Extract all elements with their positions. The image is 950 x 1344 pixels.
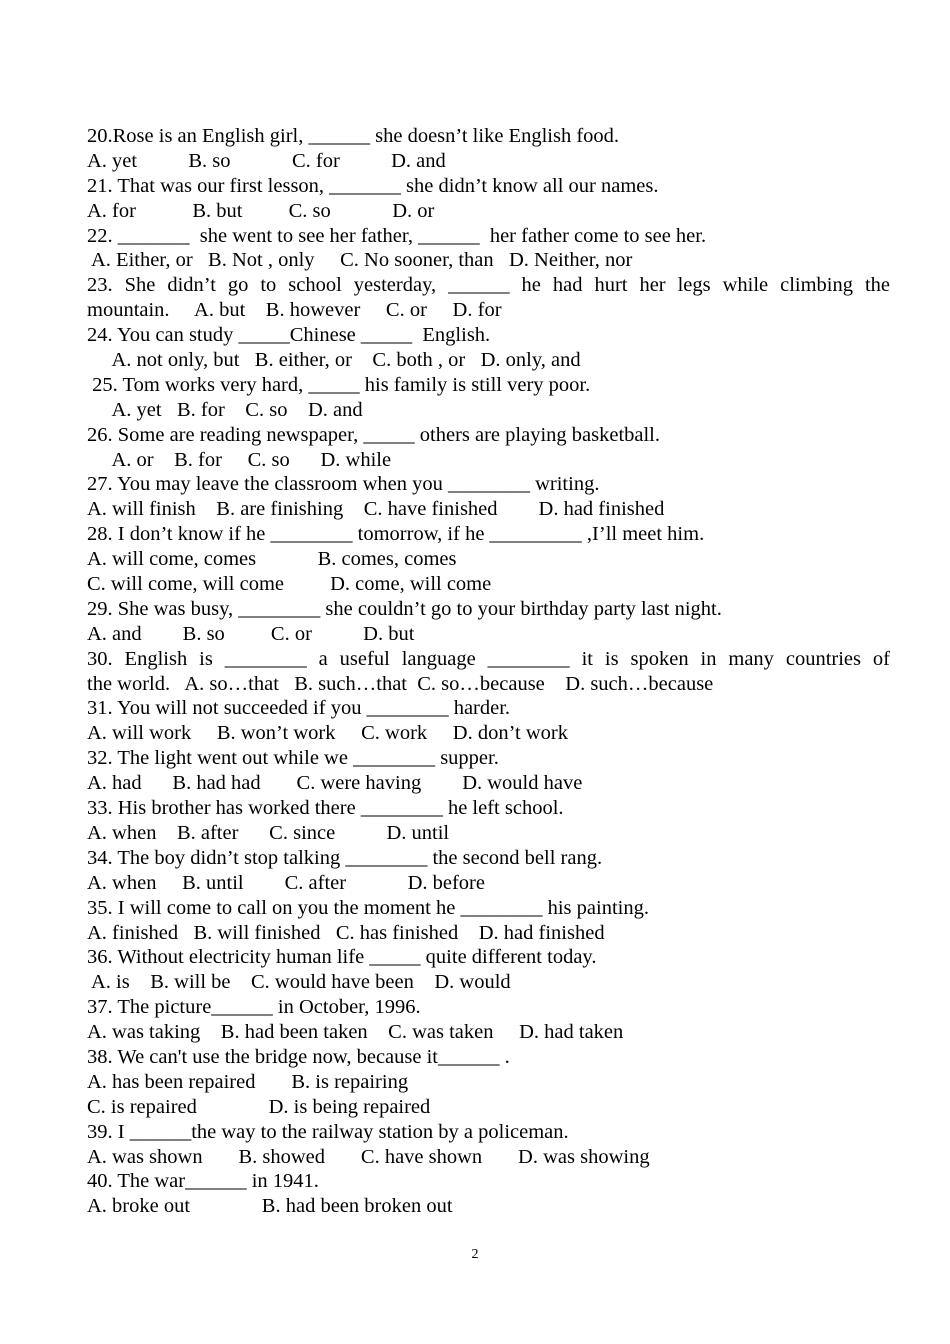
text-line: 22. _______ she went to see her father, ______ her father come to see her. (87, 224, 707, 247)
text-line: A. will come, comes B. comes, comes (87, 548, 457, 571)
text-line: A. had B. had had C. were having D. would have (87, 772, 583, 795)
text-line: the world. A. so…that B. such…that C. so…because D. such…because (87, 672, 714, 695)
text-line: 30. English is ________ a useful language ________ it is spoken in many countries of (87, 647, 890, 670)
text-line: A. or B. for C. so D. while (87, 448, 392, 471)
text-line: A. and B. so C. or D. but (87, 622, 415, 645)
text-line: C. is repaired D. is being repaired (87, 1095, 431, 1118)
text-line: 32. The light went out while we ________ supper. (87, 747, 499, 770)
text-line: 31. You will not succeeded if you ________ harder. (87, 697, 511, 720)
text-line: 25. Tom works very hard, _____ his family is still very poor. (87, 373, 591, 396)
text-line: 40. The war______ in 1941. (87, 1170, 319, 1193)
text-line: A. yet B. so C. for D. and (87, 149, 446, 172)
text-line: 21. That was our first lesson, _______ she didn’t know all our names. (87, 174, 659, 197)
text-line: 23. She didn’t go to school yesterday, ______ he had hurt her legs while climbing the (87, 274, 890, 297)
text-line: 29. She was busy, ________ she couldn’t go to your birthday party last night. (87, 597, 722, 620)
text-line: A. for B. but C. so D. or (87, 199, 435, 222)
text-line: 28. I don’t know if he ________ tomorrow, if he _________ ,I’ll meet him. (87, 523, 705, 546)
text-line: 35. I will come to call on you the moment he ________ his painting. (87, 896, 649, 919)
text-line: A. will work B. won’t work C. work D. don’t work (87, 722, 568, 745)
text-line: A. has been repaired B. is repairing (87, 1070, 409, 1093)
text-line: A. finished B. will finished C. has finished D. had finished (87, 921, 605, 944)
text-line: A. was shown B. showed C. have shown D. was showing (87, 1145, 650, 1168)
text-line: 34. The boy didn’t stop talking ________ the second bell rang. (87, 846, 603, 869)
exam-questions (87, 124, 890, 1219)
text-line: 27. You may leave the classroom when you ________ writing. (87, 473, 600, 496)
text-line: mountain. A. but B. however C. or D. for (87, 299, 502, 322)
text-line: A. Either, or B. Not , only C. No sooner, than D. Neither, nor (87, 249, 633, 272)
text-line: A. broke out B. had been broken out (87, 1195, 453, 1218)
text-line: A. was taking B. had been taken C. was taken D. had taken (87, 1021, 624, 1044)
text-line: 24. You can study _____Chinese _____ English. (87, 324, 491, 347)
text-line: A. will finish B. are finishing C. have finished D. had finished (87, 498, 665, 521)
text-line: A. when B. until C. after D. before (87, 871, 485, 894)
text-line: 39. I ______the way to the railway station by a policeman. (87, 1120, 569, 1143)
text-line: A. is B. will be C. would have been D. would (87, 971, 511, 994)
page-number: 2 (471, 1247, 479, 1262)
text-line: C. will come, will come D. come, will come (87, 573, 492, 596)
text-line: 38. We can't use the bridge now, because it______ . (87, 1045, 510, 1068)
text-line: A. when B. after C. since D. until (87, 821, 450, 844)
text-line: 20.Rose is an English girl, ______ she doesn’t like English food. (87, 125, 620, 147)
text-line: 26. Some are reading newspaper, _____ others are playing basketball. (87, 423, 660, 446)
text-line: A. not only, but B. either, or C. both , or D. only, and (87, 349, 581, 372)
text-line: 36. Without electricity human life _____ quite different today. (87, 946, 597, 969)
text-line: A. yet B. for C. so D. and (87, 398, 363, 421)
text-line: 33. His brother has worked there ________ he left school. (87, 797, 564, 820)
text-line: 37. The picture______ in October, 1996. (87, 996, 421, 1019)
